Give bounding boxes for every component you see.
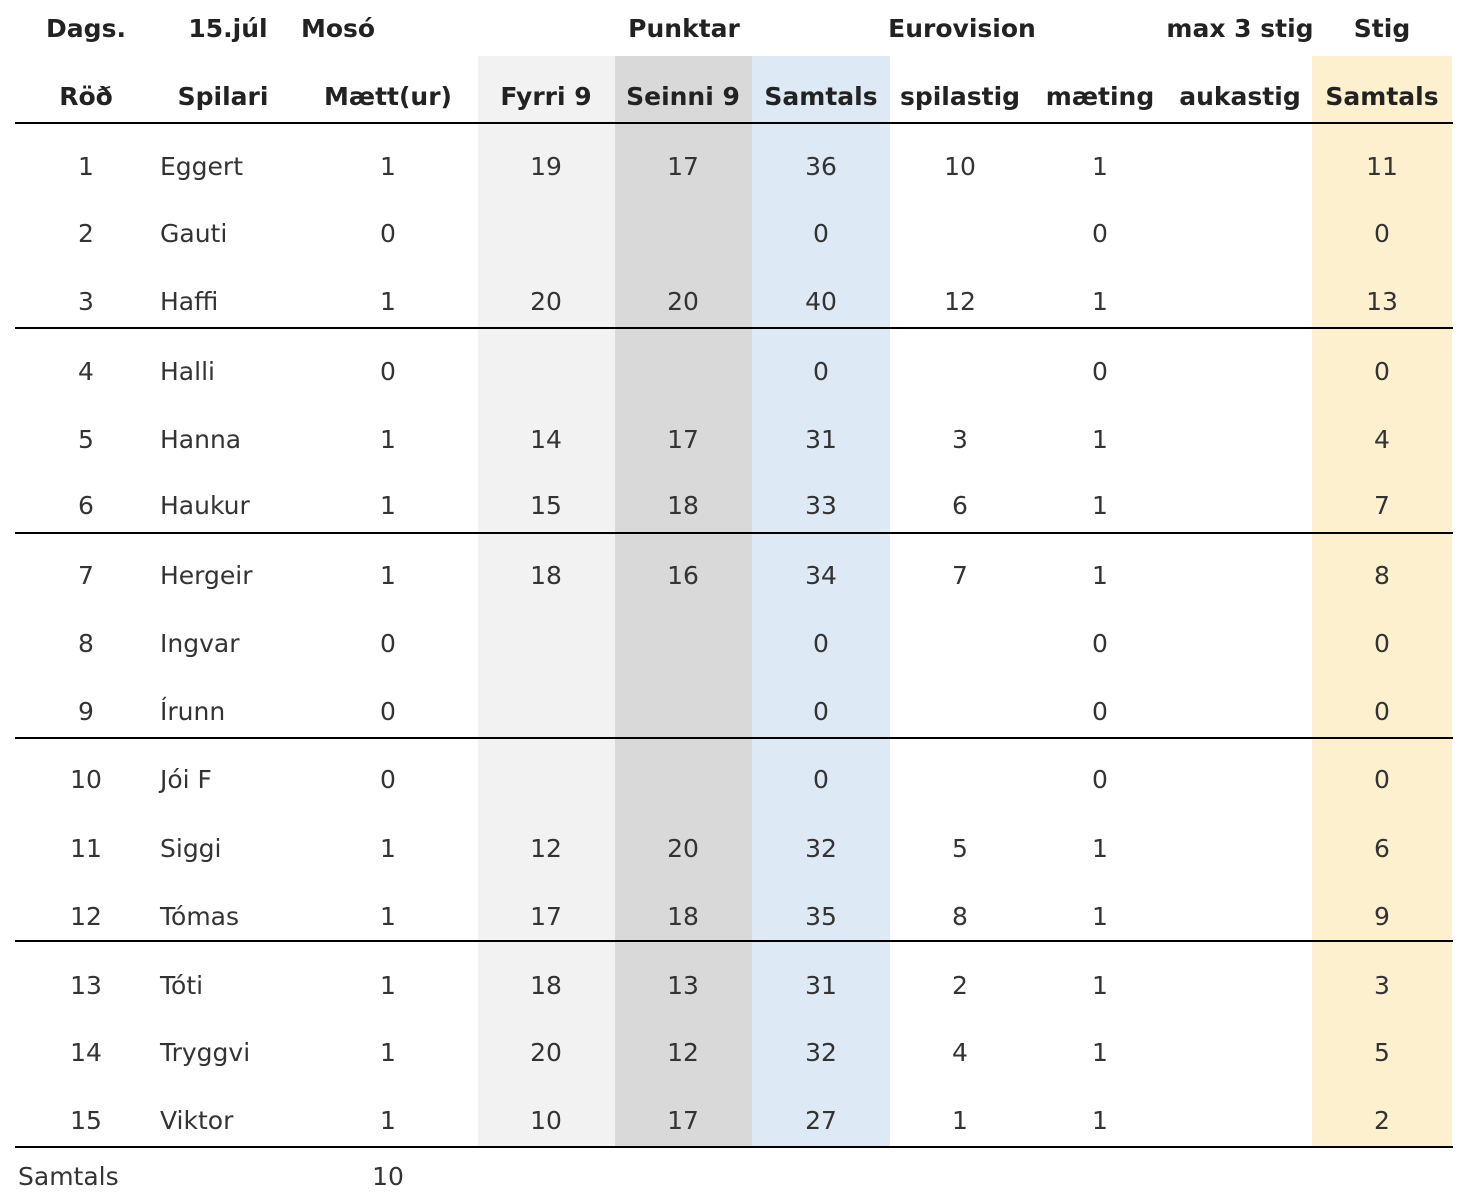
cell-maett: 1	[380, 152, 396, 181]
cell-maeting: 1	[1092, 834, 1108, 863]
header-dags: Dags.	[46, 14, 126, 43]
group-divider	[15, 532, 1453, 534]
cell-stig-samtals: 11	[1366, 152, 1398, 181]
header-eurovision: Eurovision	[888, 14, 1036, 43]
cell-spilastig: 1	[952, 1106, 968, 1135]
cell-maett: 1	[380, 1038, 396, 1067]
cell-stig-samtals: 0	[1374, 697, 1390, 726]
cell-player-name: Halli	[160, 357, 215, 386]
cell-rod: 14	[70, 1038, 102, 1067]
cell-stig-samtals: 0	[1374, 219, 1390, 248]
cell-player-name: Hergeir	[160, 561, 253, 590]
cell-maeting: 1	[1092, 902, 1108, 931]
cell-maeting: 1	[1092, 1106, 1108, 1135]
cell-rod: 1	[78, 152, 94, 181]
cell-maett: 1	[380, 425, 396, 454]
cell-maett: 0	[380, 765, 396, 794]
cell-maeting: 1	[1092, 425, 1108, 454]
cell-rod: 13	[70, 971, 102, 1000]
cell-spilastig: 5	[952, 834, 968, 863]
cell-spilastig: 4	[952, 1038, 968, 1067]
cell-stig-samtals: 3	[1374, 971, 1390, 1000]
cell-fyrri-9: 10	[530, 1106, 562, 1135]
cell-fyrri-9: 14	[530, 425, 562, 454]
cell-rod: 4	[78, 357, 94, 386]
cell-samtals: 31	[805, 425, 837, 454]
cell-samtals: 0	[813, 765, 829, 794]
header-maeting: mæting	[1045, 82, 1155, 111]
cell-spilastig: 6	[952, 491, 968, 520]
cell-samtals: 0	[813, 697, 829, 726]
cell-stig-samtals: 0	[1374, 629, 1390, 658]
cell-spilastig: 8	[952, 902, 968, 931]
cell-stig-samtals: 6	[1374, 834, 1390, 863]
cell-maeting: 1	[1092, 561, 1108, 590]
cell-maett: 1	[380, 491, 396, 520]
cell-maeting: 0	[1092, 697, 1108, 726]
footer-label: Samtals	[18, 1162, 119, 1191]
footer-divider	[15, 1146, 1453, 1148]
cell-player-name: Siggi	[160, 834, 222, 863]
header-rod: Röð	[59, 82, 113, 111]
cell-samtals: 36	[805, 152, 837, 181]
cell-maeting: 1	[1092, 491, 1108, 520]
cell-maett: 1	[380, 561, 396, 590]
cell-seinni-9: 18	[667, 491, 699, 520]
header-divider	[15, 122, 1453, 124]
cell-player-name: Tóti	[160, 971, 204, 1000]
cell-rod: 2	[78, 219, 94, 248]
cell-stig-samtals: 9	[1374, 902, 1390, 931]
cell-maeting: 0	[1092, 357, 1108, 386]
cell-player-name: Írunn	[160, 697, 226, 726]
cell-player-name: Jói F	[160, 765, 212, 794]
cell-seinni-9: 18	[667, 902, 699, 931]
cell-fyrri-9: 19	[530, 152, 562, 181]
cell-rod: 11	[70, 834, 102, 863]
cell-fyrri-9: 15	[530, 491, 562, 520]
cell-rod: 3	[78, 287, 94, 316]
cell-maett: 0	[380, 357, 396, 386]
cell-maeting: 1	[1092, 971, 1108, 1000]
cell-seinni-9: 20	[667, 834, 699, 863]
cell-seinni-9: 17	[667, 1106, 699, 1135]
cell-player-name: Viktor	[160, 1106, 234, 1135]
header-max-3-stig: max 3 stig	[1166, 14, 1314, 43]
cell-maeting: 1	[1092, 152, 1108, 181]
cell-rod: 10	[70, 765, 102, 794]
cell-player-name: Haukur	[160, 491, 250, 520]
cell-maett: 1	[380, 971, 396, 1000]
cell-samtals: 0	[813, 219, 829, 248]
cell-samtals: 27	[805, 1106, 837, 1135]
header-date: 15.júl	[188, 14, 268, 43]
cell-spilastig: 2	[952, 971, 968, 1000]
cell-stig-samtals: 2	[1374, 1106, 1390, 1135]
cell-stig-samtals: 13	[1366, 287, 1398, 316]
cell-fyrri-9: 18	[530, 561, 562, 590]
cell-fyrri-9: 12	[530, 834, 562, 863]
header-seinni-9: Seinni 9	[626, 82, 740, 111]
cell-maett: 0	[380, 219, 396, 248]
cell-seinni-9: 17	[667, 152, 699, 181]
cell-maeting: 0	[1092, 629, 1108, 658]
cell-maeting: 1	[1092, 1038, 1108, 1067]
cell-stig-samtals: 0	[1374, 357, 1390, 386]
cell-fyrri-9: 20	[530, 287, 562, 316]
cell-maett: 0	[380, 697, 396, 726]
cell-rod: 8	[78, 629, 94, 658]
cell-fyrri-9: 18	[530, 971, 562, 1000]
header-aukastig: aukastig	[1179, 82, 1301, 111]
header-spilari: Spilari	[177, 82, 269, 111]
header-stig: Stig	[1353, 14, 1411, 43]
cell-stig-samtals: 8	[1374, 561, 1390, 590]
cell-rod: 7	[78, 561, 94, 590]
cell-player-name: Hanna	[160, 425, 242, 454]
cell-player-name: Eggert	[160, 152, 243, 181]
cell-maett: 0	[380, 629, 396, 658]
cell-rod: 9	[78, 697, 94, 726]
cell-maeting: 1	[1092, 287, 1108, 316]
cell-maett: 1	[380, 834, 396, 863]
group-divider	[15, 737, 1453, 739]
cell-rod: 12	[70, 902, 102, 931]
cell-spilastig: 3	[952, 425, 968, 454]
cell-maett: 1	[380, 902, 396, 931]
cell-spilastig: 12	[944, 287, 976, 316]
cell-stig-samtals: 4	[1374, 425, 1390, 454]
cell-samtals: 33	[805, 491, 837, 520]
cell-samtals: 31	[805, 971, 837, 1000]
cell-samtals: 0	[813, 357, 829, 386]
header-samtals: Samtals	[764, 82, 878, 111]
cell-player-name: Ingvar	[160, 629, 240, 658]
cell-stig-samtals: 5	[1374, 1038, 1390, 1067]
cell-samtals: 32	[805, 1038, 837, 1067]
cell-rod: 6	[78, 491, 94, 520]
cell-stig-samtals: 0	[1374, 765, 1390, 794]
cell-player-name: Tryggvi	[160, 1038, 251, 1067]
header-spilastig: spilastig	[899, 82, 1021, 111]
cell-samtals: 0	[813, 629, 829, 658]
group-divider	[15, 940, 1453, 942]
cell-rod: 5	[78, 425, 94, 454]
header-maett: Mætt(ur)	[324, 82, 452, 111]
cell-spilastig: 7	[952, 561, 968, 590]
cell-maett: 1	[380, 287, 396, 316]
cell-samtals: 40	[805, 287, 837, 316]
header-fyrri-9: Fyrri 9	[500, 82, 592, 111]
cell-fyrri-9: 20	[530, 1038, 562, 1067]
cell-seinni-9: 17	[667, 425, 699, 454]
cell-samtals: 34	[805, 561, 837, 590]
cell-maeting: 0	[1092, 219, 1108, 248]
cell-samtals: 35	[805, 902, 837, 931]
cell-seinni-9: 13	[667, 971, 699, 1000]
header-punktar: Punktar	[628, 14, 740, 43]
header-stig-samtals: Samtals	[1325, 82, 1439, 111]
cell-player-name: Gauti	[160, 219, 228, 248]
cell-seinni-9: 20	[667, 287, 699, 316]
cell-rod: 15	[70, 1106, 102, 1135]
cell-fyrri-9: 17	[530, 902, 562, 931]
cell-stig-samtals: 7	[1374, 491, 1390, 520]
cell-samtals: 32	[805, 834, 837, 863]
cell-seinni-9: 12	[667, 1038, 699, 1067]
footer-maett-total: 10	[372, 1162, 404, 1191]
cell-maett: 1	[380, 1106, 396, 1135]
cell-seinni-9: 16	[667, 561, 699, 590]
cell-spilastig: 10	[944, 152, 976, 181]
cell-player-name: Tómas	[160, 902, 240, 931]
group-divider	[15, 327, 1453, 329]
cell-player-name: Haffi	[160, 287, 219, 316]
cell-maeting: 0	[1092, 765, 1108, 794]
header-location: Mosó	[300, 14, 376, 43]
